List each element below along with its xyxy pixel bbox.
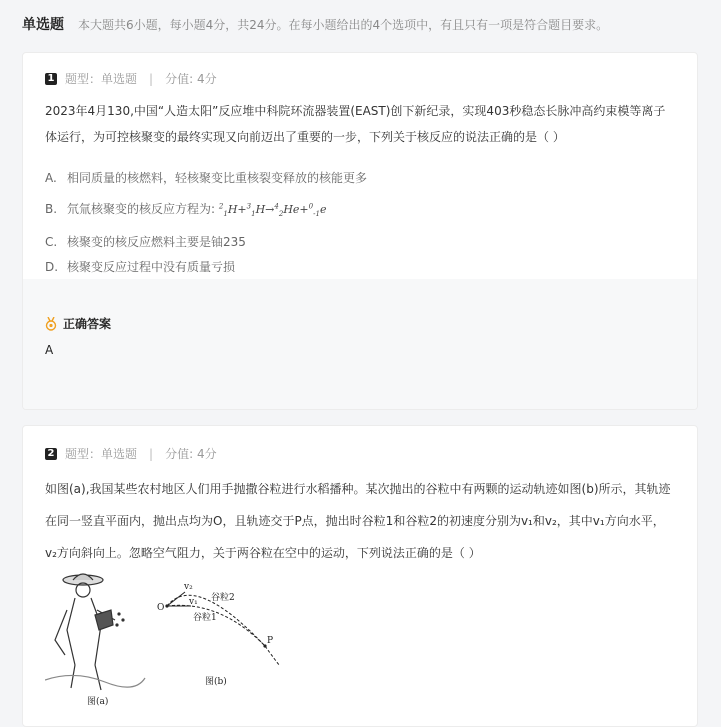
score-label: 分值: — [165, 72, 194, 86]
option-text: 氘氚核聚变的核反应方程为: — [67, 202, 216, 216]
question-meta — [45, 445, 217, 462]
question-card-2 — [22, 425, 698, 727]
question-stem: 2023年4月130,中国“人造太阳”反应堆中科院环流器装置(EAST)创下新纪录，实现403秒稳态长脉冲高约束模等离子体运行，为可控核聚变的最终实现又向前迈出了重要的一步，下列关于核反应的说法正确的是（ ） — [45, 104, 666, 144]
grain-1-label: 谷粒1 — [193, 613, 217, 623]
option-d[interactable] — [45, 258, 235, 275]
option-b[interactable] — [45, 200, 326, 218]
option-letter: A. — [45, 171, 57, 185]
point-o-label: O — [157, 603, 165, 613]
question-meta — [45, 70, 217, 87]
answer-heading — [45, 315, 111, 332]
score-label: 分值: — [165, 447, 194, 461]
option-text: 核聚变反应过程中没有质量亏损 — [67, 260, 236, 274]
type-label: 题型： — [65, 72, 102, 86]
type-value: 单选题 — [101, 447, 138, 461]
score-value: 4分 — [196, 72, 217, 86]
question-card-1 — [22, 52, 698, 410]
score-value: 4分 — [196, 447, 217, 461]
question-number-badge: 2 — [45, 448, 57, 460]
meta-separator: | — [149, 71, 154, 86]
option-letter: D. — [45, 260, 59, 274]
question-number-badge: 1 — [45, 73, 57, 85]
farmer-illustration — [45, 574, 145, 690]
question-stem: 如图(a),我国某些农村地区人们用手抛撒谷粒进行水稻播种。某次抛出的谷粒中有两颗的运动轨迹如图(b)所示，其轨迹在同一竖直平面内，抛出点均为O，且轨迹交于P点，抛出时谷粒1和谷粒2的初速度分别为v₁和v₂，其中v₁方向水平，v₂方向斜向上。忽略空气阻力，关于两谷粒在空中的运动，下列说法正确的是（ ） — [45, 482, 671, 560]
answer-panel — [23, 279, 697, 409]
trajectory-diagram — [165, 592, 280, 666]
type-value: 单选题 — [101, 72, 138, 86]
nuclear-equation: $^2_1$H+$^3_1$H→$^4_2$He+$^0_{-1}$e — [218, 202, 327, 219]
answer-value: A — [45, 343, 54, 357]
point-p-label: P — [267, 636, 274, 646]
medal-icon — [45, 317, 57, 331]
section-description: 本大题共6小题，每小题4分，共24分。在每小题给出的4个选项中，有且只有一项是符合题目要求。 — [78, 18, 609, 32]
option-a[interactable] — [45, 169, 367, 186]
v1-label: v₁ — [189, 597, 198, 607]
grain-2-label: 谷粒2 — [211, 593, 235, 603]
option-text: 相同质量的核燃料，轻核聚变比重核裂变释放的核能更多 — [67, 171, 368, 185]
caption-a: 图(a) — [87, 697, 109, 707]
question-figure — [45, 570, 285, 710]
section-title: 单选题 — [22, 17, 64, 33]
answer-label: 正确答案 — [63, 317, 112, 331]
option-letter: B. — [45, 202, 58, 216]
v2-label: v₂ — [184, 582, 193, 592]
option-letter: C. — [45, 235, 58, 249]
section-header — [22, 14, 608, 38]
caption-b: 图(b) — [205, 677, 227, 687]
type-label: 题型： — [65, 447, 102, 461]
meta-separator: | — [149, 446, 154, 461]
option-text: 核聚变的核反应燃料主要是铀235 — [67, 235, 246, 249]
option-c[interactable] — [45, 233, 246, 250]
